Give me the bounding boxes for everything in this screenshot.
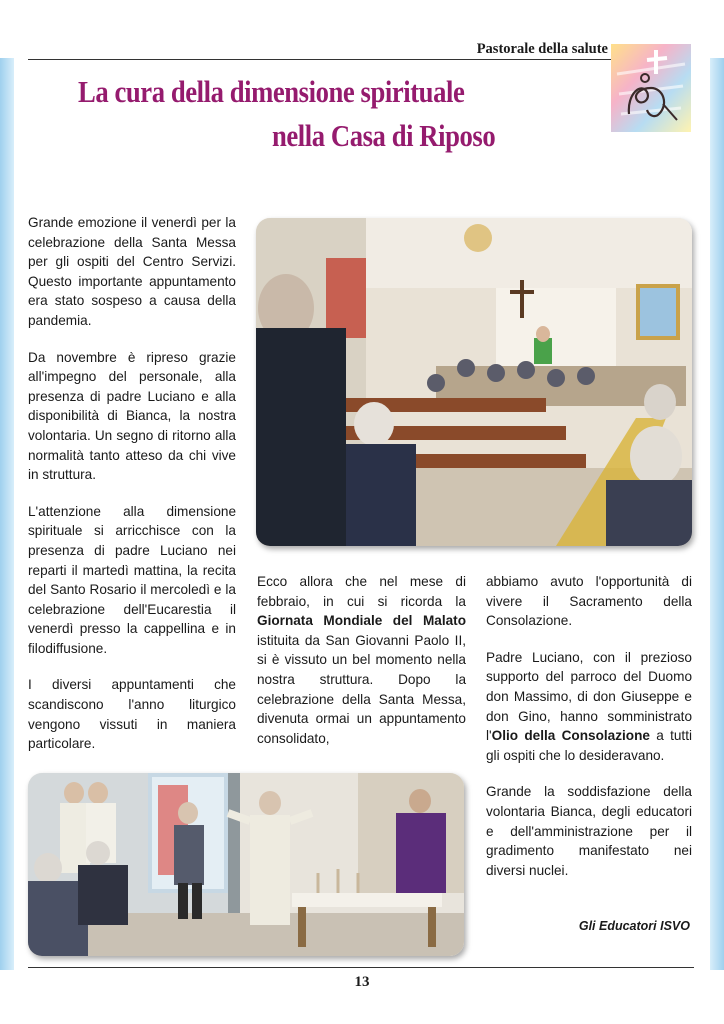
paragraph: Grande la soddisfazione della volontaria Bianca, degli educatori e dell'amministrazione per il gradimento manifestato nei diversi nuclei. (486, 784, 692, 878)
paragraph: Grande emozione il venerdì per la celebrazione della Santa Messa per gli ospiti del Centro Servizi. Questo importante appuntamento era stato sospeso a causa della pandemia. (28, 215, 236, 328)
paragraph: Da novembre è ripreso grazie all'impegno del personale, alla presenza di padre Luciano e alla disponibilità di Bianca, la nostra volontaria. Un segno di ritorno alla normalità tanto atteso da chi vive in struttura. (28, 349, 236, 483)
pastorale-salute-logo-icon (611, 44, 691, 132)
paragraph-text: Ecco allora che nel mese di febbraio, in cui si ricorda la (257, 574, 466, 609)
article-title-line-1: La cura della dimensione spirituale (78, 74, 465, 109)
paragraph (257, 572, 466, 748)
paragraph (486, 648, 692, 766)
paragraph: abbiamo avuto l'opportunità di vivere il Sacramento della Consolazione. (486, 574, 692, 629)
highlight-text: Olio della Consolazione (491, 728, 650, 744)
right-decorative-bar (710, 58, 724, 970)
paragraph-text: Padre Luciano, con il prezioso supporto del parroco del Duomo don Massimo, di don Giuseppe e don Gino, hanno somministrato l' (486, 649, 692, 744)
article-title-line-2: nella Casa di Riposo (272, 118, 496, 153)
left-decorative-bar (0, 58, 14, 970)
chapel-mass-photo (256, 218, 692, 546)
text-column-left (28, 213, 236, 771)
paragraph-text: a tutti gli ospiti che lo desideravano. (486, 728, 693, 763)
paragraph: I diversi appuntamenti che scandiscono l'anno liturgico vengono vissuti in maniera particolare. (28, 677, 236, 752)
page-number: 13 (354, 974, 370, 990)
text-column-middle (257, 572, 466, 765)
paragraph: L'attenzione alla dimensione spirituale si arricchisce con la presenza di padre Luciano nei reparti il martedì mattina, la recita del Santo Rosario il mercoledì e la celebrazione dell'Eucarestia il venerdì presso la cappellina e in filodiffusione. (28, 503, 236, 656)
text-column-right (486, 572, 692, 897)
anointing-ceremony-photo (28, 773, 464, 956)
highlight-text: Giornata Mondiale del Malato (257, 613, 466, 629)
section-label: Pastorale della salute (476, 41, 608, 57)
bottom-divider (28, 967, 694, 968)
author-signature: Gli Educatori ISVO (578, 919, 690, 933)
paragraph-text: istituita da San Giovanni Paolo II, si è vissuto un bel momento nella nostra struttura. Dopo la celebrazione della Santa Messa, divenuta ormai un appuntamento consolidato, (257, 632, 466, 746)
top-divider (28, 59, 612, 60)
